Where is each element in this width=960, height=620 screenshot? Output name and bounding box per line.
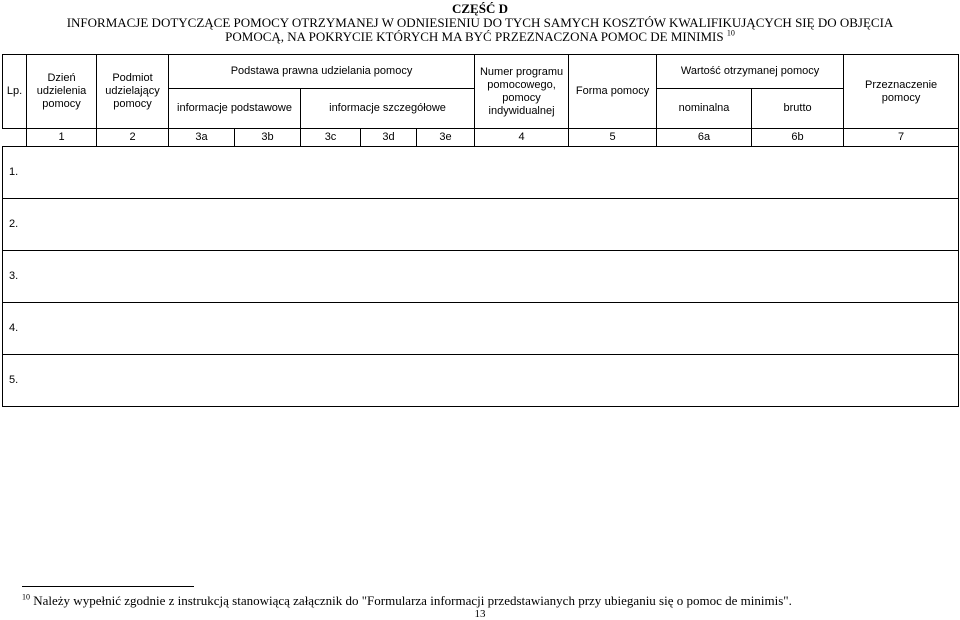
header-forma-pomocy: Forma pomocy (569, 55, 657, 129)
header-podmiot-udzielajacy: Podmiot udzielający pomocy (97, 55, 169, 129)
column-number: 3c (301, 129, 361, 147)
header-brutto: brutto (752, 89, 844, 129)
column-number: 6a (657, 129, 752, 147)
aid-table (2, 54, 959, 407)
column-number: 6b (752, 129, 844, 147)
column-number: 4 (475, 129, 569, 147)
footnote-text: Należy wypełnić zgodnie z instrukcją stanowiącą załącznik do "Formularza informacji przedstawianych przy ubieganiu się o pomoc de minimis". (33, 593, 792, 608)
row-number[interactable]: 2. (3, 199, 959, 251)
row-number[interactable]: 4. (3, 303, 959, 355)
header-numer-programu: Numer programu pomocowego, pomocy indywidualnej (475, 55, 569, 129)
column-number: 2 (97, 129, 169, 147)
section-title-line-2-text: POMOCĄ, NA POKRYCIE KTÓRYCH MA BYĆ PRZEZNACZONA POMOC DE MINIMIS (225, 29, 724, 44)
header-informacje-szczegolowe: informacje szczegółowe (301, 89, 475, 129)
table-row (3, 303, 959, 355)
section-title-line-1: INFORMACJE DOTYCZĄCE POMOCY OTRZYMANEJ W ODNIESIENIU DO TYCH SAMYCH KOSZTÓW KWALIFIKUJĄCYCH SIĘ DO OBJĘCIA (66, 15, 894, 30)
row-number[interactable]: 5. (3, 355, 959, 407)
column-number: 1 (27, 129, 97, 147)
header-lp: Lp. (3, 55, 27, 129)
page-number: 13 (474, 608, 486, 620)
footnote (22, 593, 792, 609)
column-number: 3d (361, 129, 417, 147)
column-number: 3b (235, 129, 301, 147)
section-title-line-2 (0, 30, 960, 43)
header-podstawa-prawna: Podstawa prawna udzielania pomocy (169, 55, 475, 89)
column-number-spacer (3, 129, 27, 147)
table-row (3, 251, 959, 303)
column-number-row (3, 129, 959, 147)
table-row (3, 199, 959, 251)
row-number[interactable]: 1. (3, 147, 959, 199)
part-heading: CZĘŚĆ D (452, 1, 508, 16)
header-informacje-podstawowe: informacje podstawowe (169, 89, 301, 129)
table-row (3, 147, 959, 199)
table-row (3, 355, 959, 407)
column-number: 3e (417, 129, 475, 147)
header-przeznaczenie: Przeznaczenie pomocy (844, 55, 959, 129)
column-number: 7 (844, 129, 959, 147)
footnote-reference: 10 (726, 28, 735, 38)
footnote-separator (22, 586, 194, 587)
row-number[interactable]: 3. (3, 251, 959, 303)
column-number: 3a (169, 129, 235, 147)
header-nominalna: nominalna (657, 89, 752, 129)
header-wartosc-pomocy: Wartość otrzymanej pomocy (657, 55, 844, 89)
header-dzien-udzielenia: Dzień udzielenia pomocy (27, 55, 97, 129)
footnote-mark: 10 (22, 592, 30, 602)
column-number: 5 (569, 129, 657, 147)
